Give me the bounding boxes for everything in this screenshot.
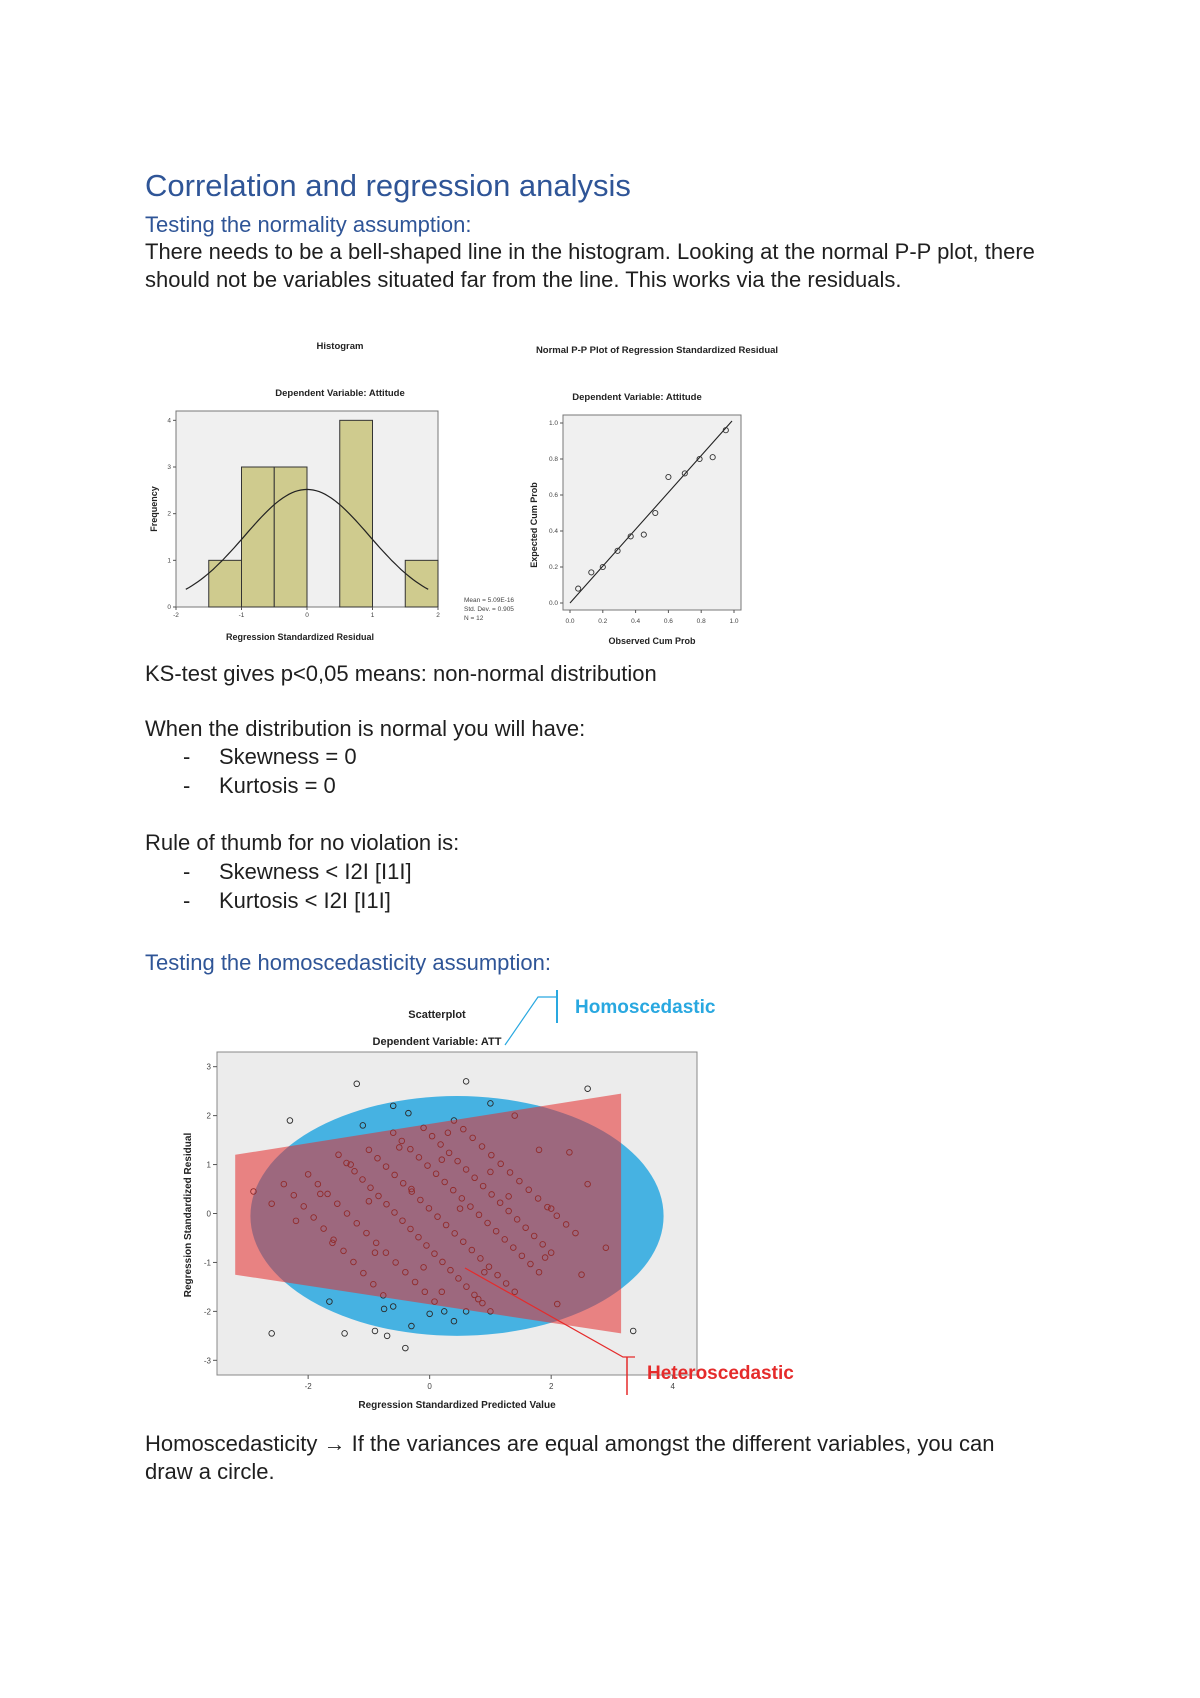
y-tick-label: -2 bbox=[203, 1307, 211, 1317]
normal-list-item: - Skewness = 0 bbox=[145, 743, 357, 771]
histogram-stat-mean: Mean = 5.09E-16 bbox=[464, 597, 515, 604]
list-marker: - bbox=[183, 888, 191, 913]
x-tick-label: -2 bbox=[304, 1382, 312, 1391]
x-tick-label: 0.4 bbox=[631, 618, 641, 625]
heteroscedastic-label: Heteroscedastic bbox=[647, 1363, 794, 1384]
list-marker: - bbox=[183, 773, 191, 798]
pp-x-ticks bbox=[565, 610, 738, 625]
x-tick-label: 1 bbox=[370, 612, 375, 619]
y-tick-label: 1.0 bbox=[548, 420, 558, 427]
histogram-bar bbox=[274, 467, 307, 607]
ks-test-text: KS-test gives p<0,05 means: non-normal distribution bbox=[145, 661, 657, 686]
x-tick-label: 0.6 bbox=[663, 618, 673, 625]
histogram-stat-sd: Std. Dev. = 0.905 bbox=[464, 606, 514, 613]
pp-plot-chart bbox=[520, 335, 780, 650]
y-tick-label: -3 bbox=[203, 1356, 211, 1366]
x-tick-label: 2 bbox=[436, 612, 440, 619]
x-tick-label: 1.0 bbox=[729, 618, 739, 625]
list-marker: - bbox=[183, 859, 191, 884]
y-tick-label: 3 bbox=[206, 1062, 211, 1072]
y-tick-label: 2 bbox=[206, 1111, 211, 1121]
histogram-bar bbox=[242, 467, 275, 607]
y-tick-label: 0 bbox=[167, 604, 171, 611]
scatterplot-x-label: Regression Standardized Predicted Value bbox=[358, 1400, 556, 1411]
normality-heading: Testing the normality assumption: bbox=[145, 212, 472, 237]
scatterplot-chart bbox=[175, 985, 815, 1425]
y-tick-label: 0.4 bbox=[548, 528, 558, 535]
histogram-x-label: Regression Standardized Residual bbox=[225, 632, 375, 642]
pp-plot-y-label: Expected Cum Prob bbox=[529, 482, 539, 568]
list-marker: - bbox=[183, 744, 191, 769]
x-tick-label: -1 bbox=[238, 612, 245, 619]
scatterplot-subtitle: Dependent Variable: ATT bbox=[372, 1036, 502, 1048]
scatterplot-title: Scatterplot bbox=[408, 1009, 466, 1021]
x-tick-label: 2 bbox=[548, 1382, 554, 1391]
page-title: Correlation and regression analysis bbox=[145, 168, 631, 203]
y-tick-label: 3 bbox=[167, 464, 171, 471]
homoscedasticity-heading: Testing the homoscedasticity assumption: bbox=[145, 950, 551, 975]
histogram-chart bbox=[145, 335, 450, 650]
x-tick-label: 0.8 bbox=[696, 618, 706, 625]
scatter-x-ticks bbox=[305, 1375, 676, 1391]
histogram-bar bbox=[209, 560, 242, 607]
homoscedasticity-conclusion: Homoscedasticity → If the variances are equal amongst the different variables, you can draw a circle. bbox=[145, 1431, 995, 1484]
x-tick-label: -2 bbox=[173, 612, 179, 619]
normal-list-item: - Kurtosis = 0 bbox=[145, 772, 336, 800]
y-tick-label: 0.2 bbox=[548, 564, 558, 571]
normality-paragraph: There needs to be a bell-shaped line in the histogram. Looking at the normal P-P plot, there should not be variables situated far from the line. This works via the residuals. bbox=[145, 239, 1035, 292]
histogram-title: Histogram bbox=[316, 341, 364, 352]
homoscedastic-pointer-line bbox=[505, 997, 557, 1045]
y-tick-label: -1 bbox=[203, 1258, 211, 1268]
y-tick-label: 0.6 bbox=[548, 492, 558, 499]
y-tick-label: 0.8 bbox=[548, 456, 558, 463]
histogram-subtitle: Dependent Variable: Attitude bbox=[275, 388, 405, 399]
scatter-y-ticks bbox=[204, 1063, 217, 1366]
normal-intro-text: When the distribution is normal you will have: bbox=[145, 716, 586, 741]
histogram-stat-n: N = 12 bbox=[464, 615, 484, 622]
rule-list-item: - Skewness < I2I [I1I] bbox=[145, 858, 412, 886]
histogram-y-ticks bbox=[167, 417, 176, 611]
x-tick-label: 4 bbox=[670, 1382, 675, 1391]
homoscedastic-label: Homoscedastic bbox=[575, 997, 716, 1018]
y-tick-label: 0.0 bbox=[548, 600, 558, 607]
y-tick-label: 1 bbox=[167, 557, 171, 565]
x-tick-label: 0.2 bbox=[598, 618, 608, 625]
histogram-bar bbox=[405, 560, 438, 607]
x-tick-label: 0 bbox=[305, 612, 309, 619]
y-tick-label: 2 bbox=[167, 510, 171, 518]
histogram-y-label: Frequency bbox=[149, 486, 159, 532]
pp-plot-title: Normal P-P Plot of Regression Standardized Residual bbox=[535, 345, 779, 356]
rule-list-item: - Kurtosis < I2I [I1I] bbox=[145, 887, 391, 915]
y-tick-label: 0 bbox=[206, 1209, 211, 1219]
pp-plot-subtitle: Dependent Variable: Attitude bbox=[572, 392, 702, 403]
scatterplot-y-label: Regression Standardized Residual bbox=[183, 1132, 194, 1298]
y-tick-label: 4 bbox=[167, 417, 171, 425]
pp-y-ticks bbox=[549, 420, 563, 607]
pp-plot-x-label: Observed Cum Prob bbox=[608, 636, 696, 646]
x-tick-label: 0 bbox=[427, 1382, 432, 1391]
y-tick-label: 1 bbox=[206, 1160, 211, 1170]
rule-intro-text: Rule of thumb for no violation is: bbox=[145, 830, 460, 855]
histogram-bar bbox=[340, 420, 373, 607]
histogram-x-ticks bbox=[173, 607, 440, 619]
x-tick-label: 0.0 bbox=[565, 618, 575, 625]
